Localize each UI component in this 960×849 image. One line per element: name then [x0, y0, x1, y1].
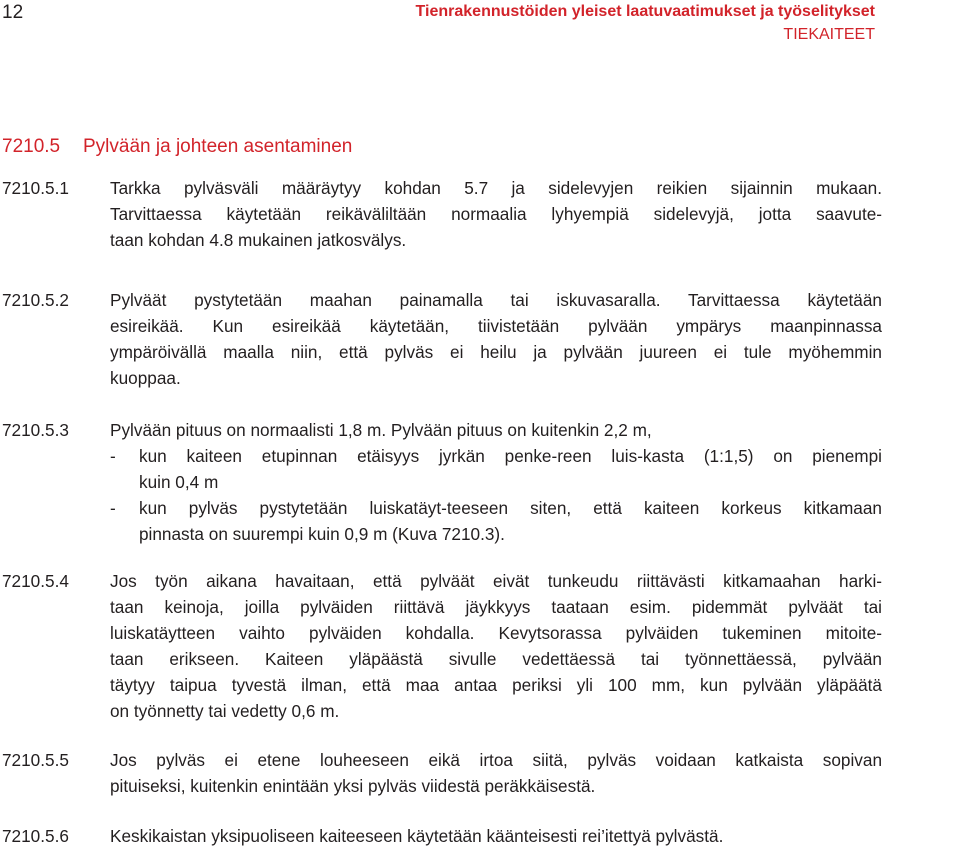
paragraph-number: 7210.5.2 — [2, 290, 69, 310]
bullet-item — [110, 495, 882, 547]
paragraph-7210-5-1 — [2, 175, 882, 253]
paragraph-7210-5-4 — [2, 568, 882, 724]
paragraph-number: 7210.5.3 — [2, 420, 69, 440]
paragraph-line: kuin 0,4 m — [139, 472, 219, 492]
paragraph-line: Pylvään pituus on normaalisti 1,8 m. Pylvään pituus on kuitenkin 2,2 m, — [110, 420, 652, 440]
paragraph-line: täytyy taipua tyvestä ilman, että maa antaa periksi yli 100 mm, kun pylvään yläpäätä — [110, 675, 882, 695]
paragraph-line: taan kohdan 4.8 mukainen jatkosvälys. — [110, 230, 407, 250]
bullet-dash: - — [110, 498, 116, 518]
paragraph-line: Keskikaistan yksipuoliseen kaiteeseen käytetään käänteisesti rei’itettyä pylvästä. — [110, 826, 724, 846]
paragraph-body — [110, 287, 882, 391]
bullet-dash: - — [110, 446, 116, 466]
paragraph-body — [110, 747, 882, 799]
paragraph-7210-5-2 — [2, 287, 882, 391]
paragraph-line: Pylväät pystytetään maahan painamalla tai iskuvasaralla. Tarvittaessa käytetään — [110, 290, 882, 310]
page-number: 12 — [2, 2, 24, 23]
paragraph-line: esireikää. Kun esireikää käytetään, tiivistetään pylvään ympärys maanpinnassa — [110, 316, 882, 336]
header-title: Tienrakennustöiden yleiset laatuvaatimukset ja työselitykset — [415, 3, 875, 20]
paragraph-line: taan keinoja, joilla pylväiden riittävä jäykkyys taataan esim. pidemmät pylväät tai — [110, 597, 882, 617]
paragraph-7210-5-3 — [2, 417, 882, 547]
paragraph-7210-5-5 — [2, 747, 882, 799]
paragraph-line: Tarkka pylväsväli määräytyy kohdan 5.7 ja sidelevyjen reikien sijainnin mukaan. — [110, 178, 882, 198]
paragraph-line: Tarvittaessa käytetään reikäväliltään normaalia lyhyempiä sidelevyjä, jotta saavute- — [110, 204, 882, 224]
paragraph-number: 7210.5.5 — [2, 750, 69, 770]
paragraph-body — [110, 417, 882, 547]
paragraph-line: luiskatäytteen vaihto pylväiden kohdalla. Kevytsorassa pylväiden tukeminen mitoite- — [110, 623, 882, 643]
section-number: 7210.5 — [2, 136, 61, 157]
section-heading — [2, 134, 352, 160]
paragraph-body — [110, 823, 882, 849]
paragraph-number: 7210.5.6 — [2, 826, 69, 846]
paragraph-line: kun pylväs pystytetään luiskatäyt-teeseen siten, että kaiteen korkeus kitkamaan — [139, 498, 882, 518]
paragraph-line: Jos pylväs ei etene louheeseen eikä irtoa siitä, pylväs voidaan katkaista sopivan — [110, 750, 882, 770]
header-subtitle: TIEKAITEET — [783, 26, 875, 43]
paragraph-line: taan erikseen. Kaiteen yläpäästä sivulle vedettäessä tai työnnettäessä, pylvään — [110, 649, 882, 669]
paragraph-line: ympäröivällä maalla niin, että pylväs ei heilu ja pylvään juureen ei tule myöhemmin — [110, 342, 882, 362]
paragraph-body — [110, 568, 882, 724]
paragraph-line: kuoppaa. — [110, 368, 181, 388]
paragraph-line: kun kaiteen etupinnan etäisyys jyrkän penke-reen luis-kasta (1:1,5) on pienempi — [139, 446, 882, 466]
section-title: Pylvään ja johteen asentaminen — [83, 136, 353, 157]
paragraph-number: 7210.5.1 — [2, 178, 69, 198]
bullet-item — [110, 443, 882, 495]
paragraph-line: on työnnetty tai vedetty 0,6 m. — [110, 701, 340, 721]
running-header — [416, 0, 875, 46]
paragraph-7210-5-6 — [2, 823, 882, 849]
paragraph-number: 7210.5.4 — [2, 571, 69, 591]
paragraph-line: Jos työn aikana havaitaan, että pylväät eivät tunkeudu riittävästi kitkamaahan harki- — [110, 571, 882, 591]
paragraph-body — [110, 175, 882, 253]
paragraph-line: pituiseksi, kuitenkin enintään yksi pylväs viidestä peräkkäisestä. — [110, 776, 596, 796]
paragraph-line: pinnasta on suurempi kuin 0,9 m (Kuva 7210.3). — [139, 524, 505, 544]
